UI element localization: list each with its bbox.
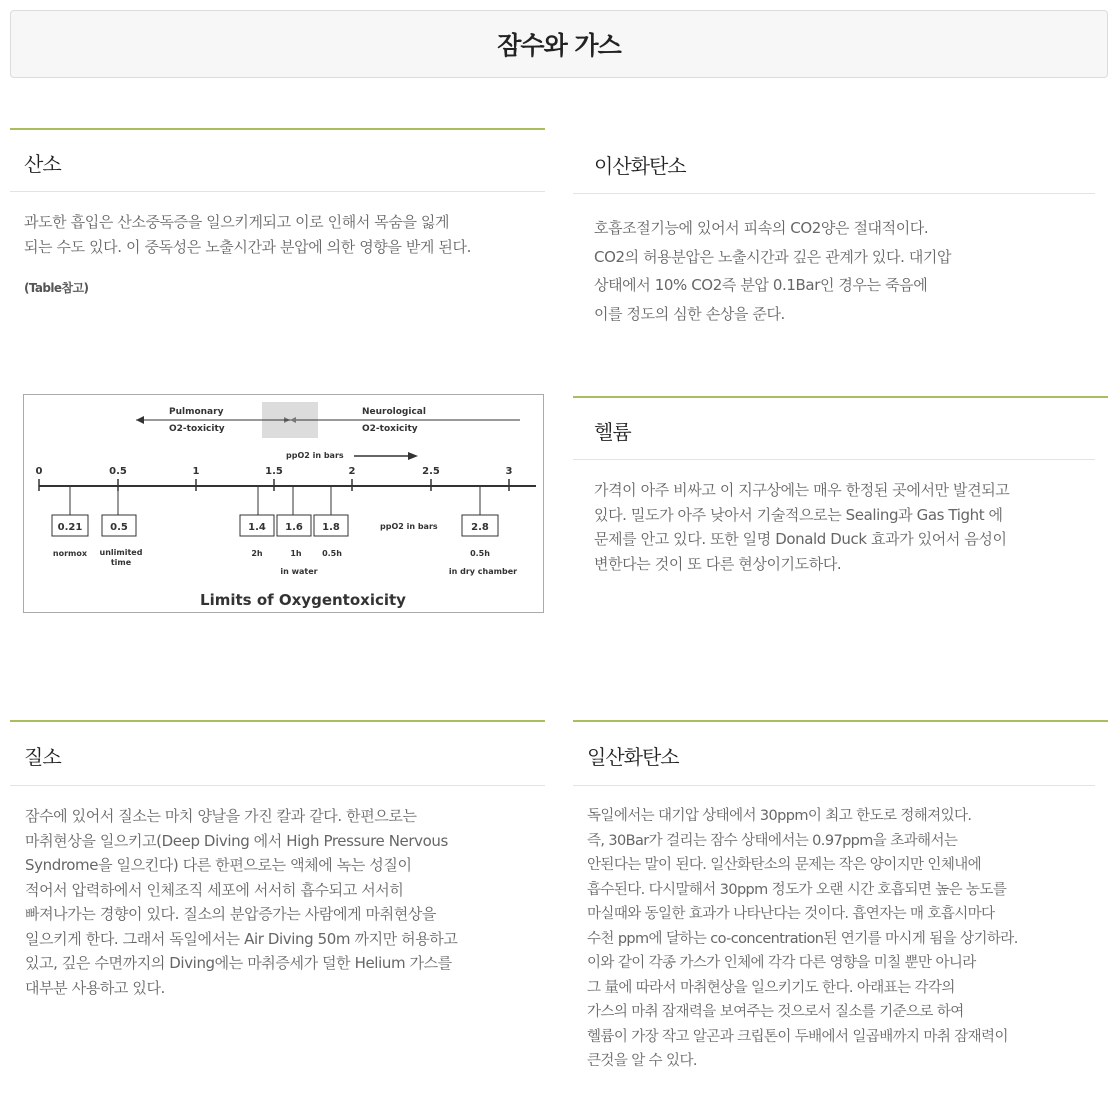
section-spacer bbox=[573, 128, 1095, 130]
section-heading: 산소 bbox=[24, 152, 61, 176]
body-line: 문제를 안고 있다. 또한 일명 Donald Duck 효과가 있어서 음성이 bbox=[594, 530, 1007, 548]
tick-label: 3 bbox=[505, 466, 513, 477]
body-line: 있고, 깊은 수면까지의 Diving에는 마취증세가 덜한 Helium 가스를 bbox=[25, 954, 452, 972]
section-co bbox=[573, 720, 1108, 1074]
body-line: 그 量에 따라서 마취현상을 일으키기도 한다. 아래표는 각각의 bbox=[587, 979, 955, 996]
body-line: 적어서 압력하에서 인체조직 세포에 서서히 흡수되고 서서히 bbox=[25, 880, 404, 899]
section-oxygen bbox=[10, 128, 545, 296]
section-body bbox=[594, 478, 1108, 576]
page-title: 잠수와 가스 bbox=[497, 31, 621, 60]
section-heading: 질소 bbox=[24, 745, 61, 769]
tick-label: 0 bbox=[35, 466, 43, 477]
heading-underline bbox=[573, 193, 1095, 194]
body-line: 흡수된다. 다시말해서 30ppm 정도가 오랜 시간 호흡되면 높은 농도를 bbox=[587, 881, 1007, 898]
section-divider bbox=[573, 396, 1108, 398]
section-co2 bbox=[573, 128, 1095, 328]
box-caption: normox bbox=[52, 549, 88, 558]
heading-underline bbox=[573, 459, 1095, 460]
body-line: 호흡조절기능에 있어서 피속의 CO2양은 절대적이다. bbox=[594, 219, 929, 237]
oxygen-toxicity-figure bbox=[23, 394, 544, 613]
body-line: 대부분 사용하고 있다. bbox=[25, 978, 165, 997]
body-line: 잠수에 있어서 질소는 마치 양날을 가진 칼과 같다. 한편으로는 bbox=[25, 807, 417, 825]
box-caption: 2h bbox=[251, 549, 263, 558]
body-line: 마실때와 동일한 효과가 나타난다는 것이다. 흡연자는 매 호흡시마다 bbox=[587, 906, 995, 922]
body-line: 이를 정도의 심한 손상을 준다. bbox=[594, 304, 785, 323]
body-line: CO2의 허용분압은 노출시간과 깊은 관계가 있다. 대기압 bbox=[594, 247, 952, 266]
heading-underline bbox=[10, 191, 545, 192]
body-line: 안된다는 말이 된다. 일산화탄소의 문제는 작은 양이지만 인체내에 bbox=[587, 857, 982, 873]
tick-label: 1 bbox=[192, 466, 200, 477]
box-caption: 0.5h bbox=[470, 549, 490, 558]
section-body bbox=[594, 214, 1095, 328]
box-value: 1.6 bbox=[285, 522, 303, 533]
section-divider bbox=[10, 128, 545, 130]
neurological-sub-label: O2-toxicity bbox=[362, 424, 418, 434]
box-value: 0.21 bbox=[57, 522, 83, 533]
body-line: 헬륨이 가장 작고 알곤과 크립톤이 두배에서 일곱배까지 마취 잠재력이 bbox=[587, 1028, 1008, 1045]
heading-underline bbox=[10, 785, 545, 786]
box-value: 1.4 bbox=[248, 522, 266, 533]
tick-label: 2 bbox=[348, 466, 356, 477]
body-line: 큰것을 알 수 있다. bbox=[587, 1053, 697, 1069]
section-helium bbox=[573, 396, 1108, 576]
body-line: 이와 같이 각종 가스가 인체에 각각 다른 영향을 미칠 뿐만 아니라 bbox=[587, 955, 976, 971]
tick-label: 0.5 bbox=[109, 466, 127, 477]
box-caption: unlimited bbox=[99, 548, 143, 557]
box-value: 0.5 bbox=[110, 522, 128, 533]
pulmonary-label: Pulmonary bbox=[169, 407, 224, 417]
section-heading: 일산화탄소 bbox=[587, 745, 679, 769]
body-line: 가격이 아주 비싸고 이 지구상에는 매우 한정된 곳에서만 발견되고 bbox=[594, 481, 1010, 499]
figure-caption: Limits of Oxygentoxicity bbox=[200, 591, 406, 609]
pulmonary-sub-label: O2-toxicity bbox=[169, 424, 225, 434]
body-line: 즉, 30Bar가 걸리는 잠수 상태에서는 0.97ppm을 초과해서는 bbox=[587, 832, 958, 849]
body-line: 과도한 흡입은 산소중독증을 일으키게되고 이로 인해서 목숨을 잃게 bbox=[24, 213, 450, 231]
group-water-label: in water bbox=[280, 567, 318, 576]
body-line: 빠져나가는 경향이 있다. 질소의 분압증가는 사람에게 마취현상을 bbox=[25, 905, 437, 923]
body-line: 일으키게 한다. 그래서 독일에서는 Air Diving 50m 까지만 허용하고 bbox=[25, 929, 458, 948]
box-caption: 0.5h bbox=[322, 549, 342, 558]
section-nitrogen bbox=[10, 720, 545, 1000]
axis-label-arrowhead bbox=[408, 452, 418, 460]
body-line: 있다. 밀도가 아주 낮아서 기술적으로는 Sealing과 Gas Tight 에 bbox=[594, 505, 1003, 524]
section-body bbox=[587, 804, 1108, 1074]
box-caption: 1h bbox=[290, 549, 302, 558]
body-line: 가스의 마취 잠재력을 보여주는 것으로서 질소를 기준으로 하여 bbox=[587, 1004, 964, 1020]
oxygen-toxicity-diagram bbox=[24, 395, 543, 612]
section-divider bbox=[573, 720, 1108, 722]
box-value: 1.8 bbox=[322, 522, 340, 533]
body-line: Syndrome을 일으킨다) 다른 한편으로는 액체에 녹는 성질이 bbox=[25, 856, 412, 874]
section-body bbox=[24, 210, 545, 259]
section-heading: 헬륨 bbox=[594, 420, 631, 444]
neurological-label: Neurological bbox=[362, 407, 426, 417]
tick-label: 1.5 bbox=[265, 466, 283, 477]
body-line: 독일에서는 대기압 상태에서 30ppm이 최고 한도로 정해져있다. bbox=[587, 808, 972, 824]
body-line: 상태에서 10% CO2즉 분압 0.1Bar인 경우는 죽음에 bbox=[594, 276, 928, 294]
tick-label: 2.5 bbox=[422, 466, 440, 477]
heading-underline bbox=[573, 785, 1095, 786]
body-line: 변한다는 것이 또 다른 현상이기도하다. bbox=[594, 554, 842, 573]
page-title-box bbox=[10, 10, 1108, 78]
body-line: 되는 수도 있다. 이 중독성은 노출시간과 분압에 의한 영향을 받게 된다. bbox=[24, 237, 471, 256]
pulmonary-arrowhead bbox=[136, 416, 144, 424]
body-line: 수천 ppm에 달하는 co-concentration된 연기를 마시게 됨을 상기하라. bbox=[587, 930, 1018, 947]
section-body bbox=[25, 804, 545, 1000]
section-heading: 이산화탄소 bbox=[594, 154, 686, 178]
table-note: (Table참고) bbox=[24, 281, 89, 295]
box-axis-label: ppO2 in bars bbox=[380, 522, 438, 531]
box-caption: time bbox=[110, 558, 132, 567]
axis-label: ppO2 in bars bbox=[286, 451, 344, 460]
body-line: 마취현상을 일으키고(Deep Diving 에서 High Pressure Nervous bbox=[25, 831, 448, 850]
section-divider bbox=[10, 720, 545, 722]
group-dry-label: in dry chamber bbox=[448, 567, 518, 576]
box-value: 2.8 bbox=[471, 522, 489, 533]
